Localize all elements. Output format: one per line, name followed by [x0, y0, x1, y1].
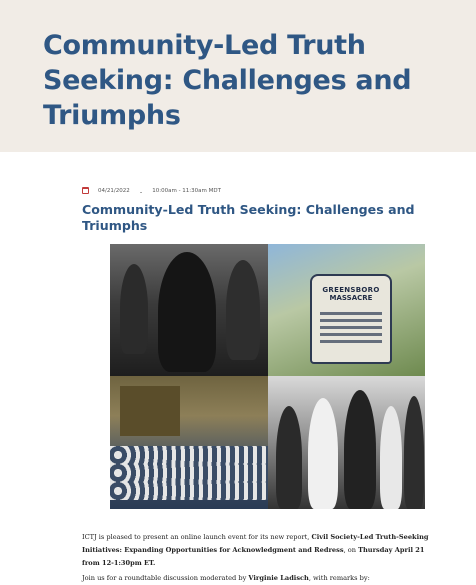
sign-subtitle: MASSACRE — [329, 294, 373, 302]
report-title-link: Civil Society-Led Truth-Seeking Initiatives: Expanding Opportunities for Acknowledgment and Redress — [82, 533, 429, 554]
description-mid: , on — [343, 546, 359, 554]
photo-figure — [226, 260, 260, 360]
photo-historical-group — [110, 244, 268, 376]
photo-figure — [404, 396, 424, 509]
greensboro-massacre-sign — [310, 274, 392, 364]
calendar-icon — [82, 187, 89, 194]
photo-audience — [110, 482, 268, 500]
event-description — [82, 531, 442, 570]
sign-inscription — [320, 308, 382, 347]
photo-audience — [110, 464, 268, 482]
page-hero — [0, 0, 476, 152]
photo-audience — [110, 446, 268, 464]
photo-figure — [120, 264, 148, 354]
meta-separator: . — [139, 185, 143, 195]
roundtable-end: , with remarks by: — [308, 574, 370, 582]
moderator-name: Virginie Ladisch — [248, 574, 309, 582]
event-title: Community-Led Truth Seeking: Challenges and Triumphs — [82, 202, 415, 233]
event-time: 10:00am - 11:30am MDT — [152, 187, 221, 194]
event-date: 04/21/2022 — [98, 187, 130, 194]
page-title: Community-Led Truth Seeking: Challenges and Triumphs — [43, 30, 412, 131]
event-photo-collage — [110, 244, 425, 509]
photo-figure — [276, 406, 302, 509]
sign-title: GREENSBORO — [322, 286, 380, 294]
event-roundtable-text — [82, 572, 442, 585]
photo-figure — [158, 252, 216, 372]
photo-figure — [308, 398, 338, 509]
event-meta — [82, 187, 221, 194]
roundtable-intro: Join us for a roundtable discussion moderated by — [82, 574, 249, 582]
photo-figure — [344, 390, 376, 509]
event-datetime: Thursday April 21 from 12-1:30pm ET. — [82, 546, 425, 567]
photo-group-portrait — [268, 376, 425, 509]
photo-figure — [380, 406, 402, 509]
photo-historical-marker — [268, 244, 425, 376]
photo-stage — [120, 386, 180, 436]
photo-public-hearing — [110, 376, 268, 509]
description-intro: ICTJ is pleased to present an online launch event for its new report, — [82, 533, 312, 541]
